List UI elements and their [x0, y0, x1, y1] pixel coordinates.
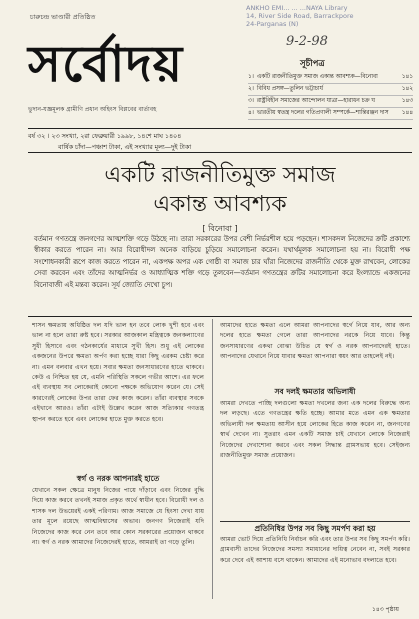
toc-row[interactable] — [248, 84, 413, 96]
issue-info: বর্ষ ৩২ । ২৩ সংখ্যা, ২রা ফেব্রুয়ারী ১৯৯৮, ১৪শে মাঘ ১৪০৪ — [28, 133, 182, 140]
stamp-line-1: ANKHO EMI... ... ...NAYA Library — [246, 4, 348, 12]
continued-link[interactable]: ১৪৩ পৃষ্ঠায় — [372, 606, 399, 613]
toc-entry: ভারতীয় স্বতন্ত্র দলের গতিপ্রণালী সম্পর্কে—শান্তিরঞ্জন দাস — [256, 110, 389, 116]
left-subheading: স্বর্গ ও নরক আপনারই হাতে — [76, 474, 160, 483]
founder-line: চারুচন্দ্র ভাণ্ডারী প্রতিষ্ঠিত — [30, 13, 96, 21]
toc-row[interactable] — [248, 72, 413, 84]
masthead-title: সর্বোদয় — [28, 34, 184, 93]
toc-page: ১৪১ — [401, 74, 413, 80]
divider — [28, 128, 412, 129]
divider — [28, 152, 412, 153]
stamp-line-2: 14, River Side Road, Barrackpore — [246, 12, 354, 20]
divider — [28, 316, 412, 317]
headline-line-1: একটি রাজনীতিমুক্ত সমাজ — [104, 163, 336, 188]
article-byline: [ বিনোবা ] — [202, 224, 238, 233]
toc-page: ১৪৪ — [401, 110, 413, 116]
toc-number: ৪। — [248, 110, 254, 116]
toc-row[interactable] — [248, 108, 413, 120]
article-intro: বর্তমান গণতন্ত্রে জনগণের আত্মশক্তি গড়ে উঠছে না। তারা সরকারের উপর বেশী নির্ভরশীল হয়ে পড়ছেন। শাসকদল নিজেদের ক্রটি প্রকাশ্যে স্বীকার করতে পারেন না। আর বিরোধীদল অনেক বাড়িয়ে চুড়িয়ে সমালোচনা করেন। যথার্থমূলক সমালোচনা হয় না। বিরোধী পক্ষ সংশোধনকারী রূপে কাজ করতে পারেন না, একপক্ষ অপর এক গোষ্ঠী বা সমাজ চার ঘাঁরা নিজেদের রাজনীতি থেকে মুক্ত রাখবেন, লোকের সেবা করবেন এবং তাঁদের আত্মনির্ভর ও আধ্যাত্মিক শক্তি গড়ে তুলবেন—বর্তমান গণতন্ত্রের ক্রটির সমালোচনা করে ইংল্যান্ডে একজনের বিনোবাজী এই মন্তব্য করেন। সূর্য জ্যোতি দেখো চুপ। — [34, 235, 410, 289]
toc-entry: একটি রাজনীতিমুক্ত সমাজ একান্ত আবশ্যক—বিনোবা — [256, 74, 378, 80]
library-stamp — [246, 4, 416, 28]
toc-number: ১। — [248, 74, 254, 80]
left-column-text-1: শাসন ক্ষমতায় অধিষ্ঠিত দল যদি ভাল হন তবে লোক খুশী হবে এবং ভাল না হলে তারা রুষ্ট হবে। সরকার আজকাল মন্ত্রিত্বকে জনকল্যাণের সুধী হিসাবে এবং গঠনকার্যের মাধ্যমে সুখী হিস। শুধু এই লোকের একজনের উপরে ক্ষমতা অর্পণ করা হচ্ছে যারা কিছু এরকম চেষ্টা করে না। এমন বলবার এখন হয়ে। সবার ক্ষমতা জনসাধারণের হাতে থাকবে। কেউ এ নিশ্চিত হয় যে, এমনি পরিস্থিতি সকলে গভীর আশে। এর ফলে এই ব্যবস্থায় সব লোকেরাই কোনো পক্ষকে অভিযোগ করেন যে। সেই কারণেরই লোকের উপর তারা ফের কাজ করেন। তাঁরা ব্যবস্থার সবকে এইখানে আরও। তাঁরা এটাই উল্লেখ করেন আজ সত্যিকার গণতন্ত্র স্থাপন করতে হবে এবং লোকের হাতে মুক্ত করতে হবে। — [32, 322, 204, 423]
right-column-text-2: আমরা দেখতে পাচ্ছি দলগুলো ক্ষমতা দখলের জন্য এক দলের বিরুদ্ধে অন্য দল লড়ছে। এতে গণতন্ত্রের ক্ষতি হচ্ছে। আমার মতে এমন এক ক্ষমতার অভিলাষী দল ক্ষমতায় আসীন হয়ে লোকের হিতে কাজ করেন না, জনগণের স্বার্থ দেখেন না। সুতরাং এমন একটি সমাজ চাই যেখানে লোকে নিজেরাই নিজেদের দেখাশোনা করবে এবং সকল সিদ্ধান্ত গ্রামসভায় হবে। সেইজন্য রাজনীতিমুক্ত সমাজ প্রয়োজন। — [220, 400, 410, 460]
headline-line-2: একান্ত আবশ্যক — [153, 192, 287, 217]
toc-title: সূচীপত্র — [300, 59, 325, 69]
toc-entry: বিবিধ প্রসঙ্গ—তুলিন ভট্টাচার্য — [256, 86, 323, 92]
right-column-text-3: আমরা ভোট দিয়ে প্রতিনিধি নির্বাচন করি এবং তার উপর সব কিছু সমর্পণ করি। গ্রামবাসী তাদের নিজেদের সমস্যা সমাধানের দায়িত্ব নেবেন না, সবই সরকার করে দেবে এই আশায় বসে থাকেন। আমাদের এই মনোভাব বদলাতে হবে। — [220, 536, 410, 564]
left-column-text-2: যেখানে সকল ক্ষেত্রে মানুষ নিজের পায়ে দাঁড়াবে এবং নিজের বুদ্ধি দিয়ে কাজ করবে তখনই সমাজ প্রকৃত অর্থে স্বাধীন হবে। বিরোধী দল ও শাসক দল উভয়েরই একই পরিণাম। আজ সমাজে যে হিংসা দেখা যায় তার মূলে রয়েছে আত্মবিশ্বাসের অভাব। জনগণ নিজেরাই যদি নিজেদের কাজ করে নেন তবে আর কোন সরকারের প্রয়োজন থাকবে না। স্বর্গ ও নরক আমাদের নিজেদেরই হাতে, আমরাই তা গড়ে তুলি। — [32, 487, 204, 547]
stamp-line-3: 24-Parganas (N) — [246, 20, 299, 28]
right-subheading-2: প্রতিনিধির উপর সব কিছু সমর্পণ করা হয় — [220, 521, 410, 536]
right-subheading-1: সব দলই ক্ষমতার অভিলাষী — [274, 387, 356, 396]
right-column-text-1: আমাদের হাতে ক্ষমতা এলে আমরা আপনাদের স্বর্গে নিয়ে যাব, আর অন্য দলের হাতে ক্ষমতা গেলে তারা আপনাদের নরকে নিয়ে যাবে। কিন্তু জনসাধারণের একথা বোঝা উচিত যে স্বর্গ ও নরক আপনাদেরই হাতে। আপনাদের যেথানে নিয়ে যাবার ক্ষমতা আপনারা স্বয়ং আর তাহলেই নই। — [220, 322, 410, 361]
column-divider — [212, 319, 213, 599]
toc-number: ৩। — [248, 98, 254, 104]
toc-list — [248, 72, 413, 120]
toc-row[interactable] — [248, 96, 413, 108]
toc-page: ১৪৩ — [401, 98, 413, 104]
toc-page: ১৪২ — [401, 86, 413, 92]
stamp-date: 9-2-98 — [286, 34, 328, 49]
masthead-tagline: ভুদান-যজ্ঞমূলক গ্রামীণি প্রধান অহিংস বিপ্লবের বার্তাবহ — [28, 106, 157, 113]
price-info: বার্ষিক চাঁদা—পঞ্চাশ টাকা, এই সংখ্যার মূল্য—দুই টাকা — [58, 144, 192, 151]
toc-number: ২। — [248, 86, 254, 92]
toc-entry: রাষ্ট্রবিহীন সমাজের আন্দোলন যাত্রা—হারাধন চক্র ঘ — [256, 98, 375, 104]
